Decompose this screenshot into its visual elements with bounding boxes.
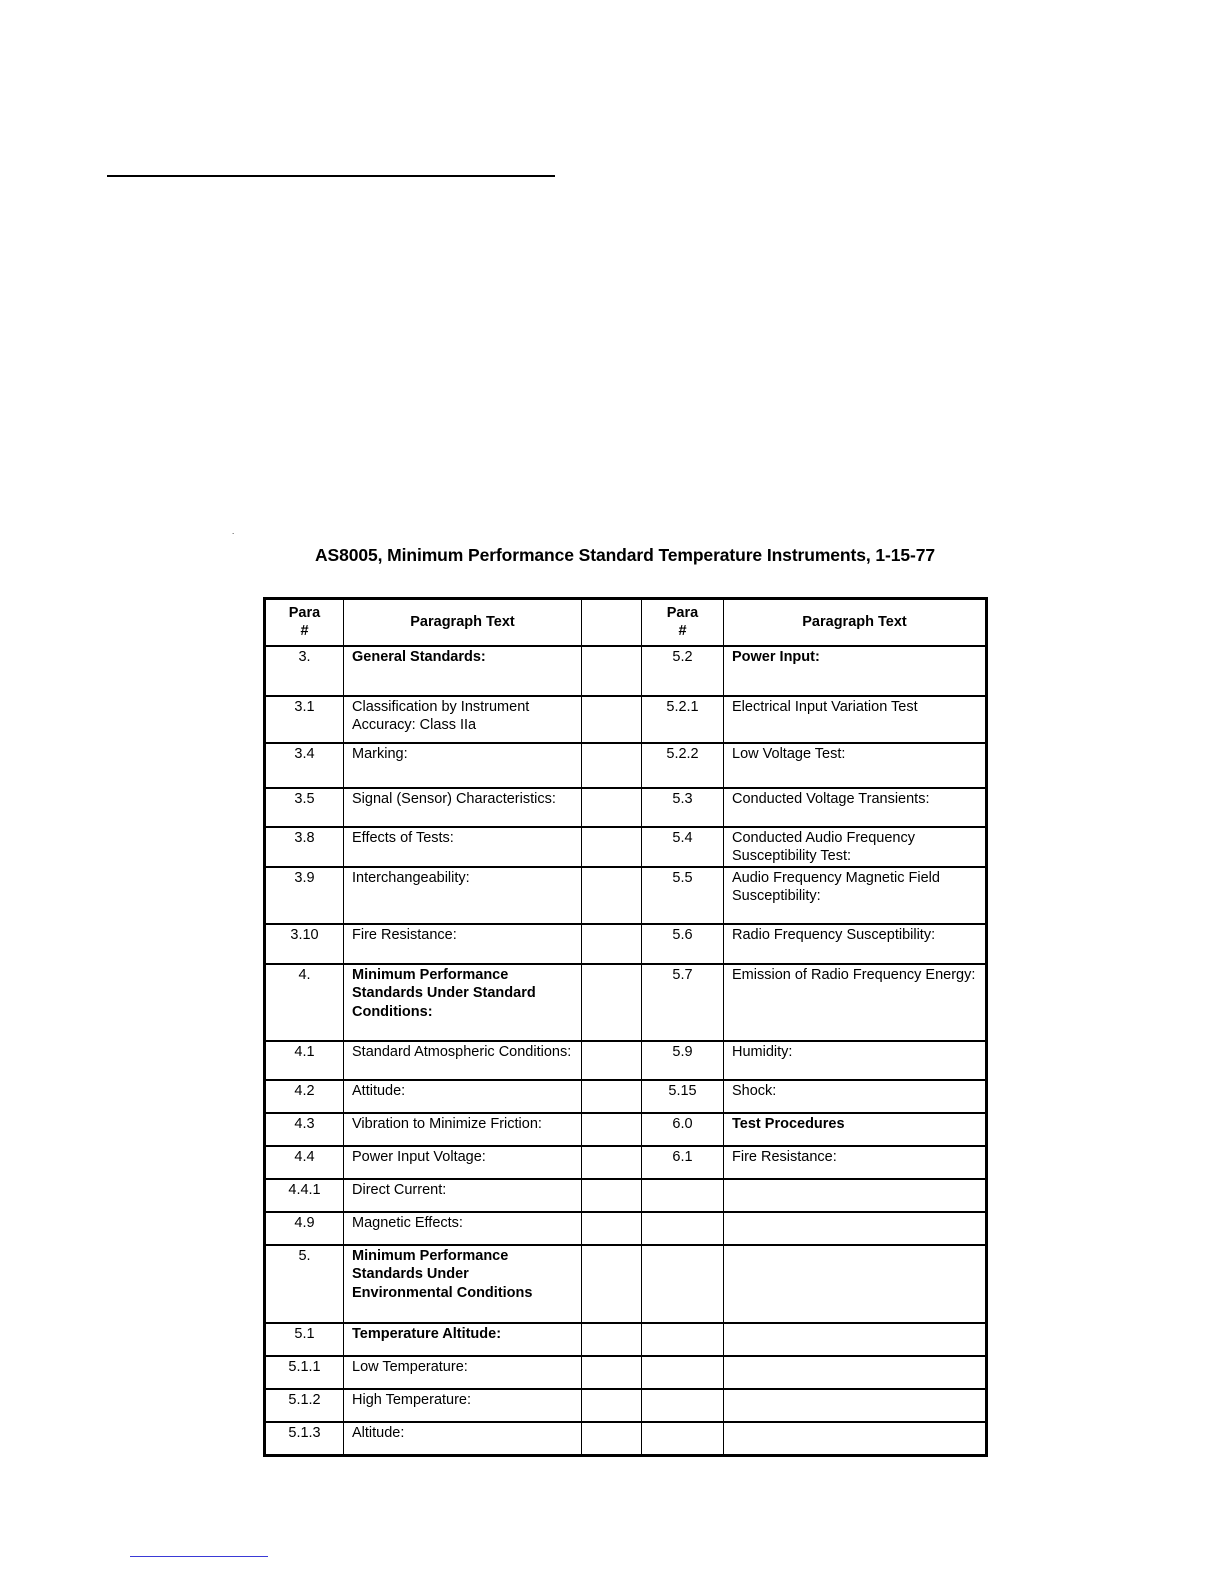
left-para-number: 4.4.1 xyxy=(265,1179,344,1212)
right-paragraph-text: Fire Resistance: xyxy=(724,1146,987,1179)
table-row xyxy=(265,1245,987,1323)
right-paragraph-text: Electrical Input Variation Test xyxy=(724,696,987,743)
right-paragraph-text: Radio Frequency Susceptibility: xyxy=(724,924,987,964)
left-para-number: 3.1 xyxy=(265,696,344,743)
left-paragraph-text: High Temperature: xyxy=(344,1389,582,1422)
spacer-cell xyxy=(582,1323,642,1356)
spacer-cell xyxy=(582,1041,642,1080)
right-paragraph-text xyxy=(724,1356,987,1389)
right-paragraph-text xyxy=(724,1179,987,1212)
left-para-number: 4.3 xyxy=(265,1113,344,1146)
table-row xyxy=(265,827,987,867)
left-paragraph-text: General Standards: xyxy=(344,646,582,696)
left-para-number: 3.9 xyxy=(265,867,344,924)
spacer-cell xyxy=(582,1389,642,1422)
right-para-number: 5.4 xyxy=(642,827,724,867)
table-row xyxy=(265,1389,987,1422)
top-horizontal-rule xyxy=(107,175,555,177)
left-paragraph-text: Direct Current: xyxy=(344,1179,582,1212)
right-paragraph-text xyxy=(724,1245,987,1323)
left-paragraph-text: Classification by Instrument Accuracy: Class IIa xyxy=(344,696,582,743)
left-paragraph-text: Attitude: xyxy=(344,1080,582,1113)
table-row xyxy=(265,696,987,743)
header-para-left-label: Para # xyxy=(288,604,321,640)
right-para-number xyxy=(642,1179,724,1212)
table-row xyxy=(265,788,987,827)
table-body xyxy=(265,646,987,1456)
spacer-cell xyxy=(582,1179,642,1212)
right-paragraph-text: Humidity: xyxy=(724,1041,987,1080)
right-para-number xyxy=(642,1356,724,1389)
right-paragraph-text xyxy=(724,1422,987,1456)
left-paragraph-text: Fire Resistance: xyxy=(344,924,582,964)
right-paragraph-text: Emission of Radio Frequency Energy: xyxy=(724,964,987,1041)
left-para-number: 4.4 xyxy=(265,1146,344,1179)
right-para-number: 5.6 xyxy=(642,924,724,964)
spacer-cell xyxy=(582,827,642,867)
paragraph-table xyxy=(263,597,988,1457)
right-para-number xyxy=(642,1212,724,1245)
right-para-number xyxy=(642,1245,724,1323)
right-para-number: 5.2.1 xyxy=(642,696,724,743)
document-title: AS8005, Minimum Performance Standard Temperature Instruments, 1-15-77 xyxy=(314,545,936,565)
header-para-right-label: Para # xyxy=(666,604,699,640)
left-para-number: 5.1.3 xyxy=(265,1422,344,1456)
right-paragraph-text: Low Voltage Test: xyxy=(724,743,987,788)
right-para-number: 5.2.2 xyxy=(642,743,724,788)
left-paragraph-text: Vibration to Minimize Friction: xyxy=(344,1113,582,1146)
right-para-number: 5.5 xyxy=(642,867,724,924)
spacer-cell xyxy=(582,646,642,696)
left-paragraph-text: Interchangeability: xyxy=(344,867,582,924)
table-row xyxy=(265,1212,987,1245)
table-row xyxy=(265,1179,987,1212)
left-paragraph-text: Marking: xyxy=(344,743,582,788)
table-row xyxy=(265,743,987,788)
right-para-number xyxy=(642,1323,724,1356)
spacer-cell xyxy=(582,696,642,743)
table-row xyxy=(265,964,987,1041)
spacer-cell xyxy=(582,1356,642,1389)
table-row xyxy=(265,1041,987,1080)
right-para-number xyxy=(642,1389,724,1422)
right-para-number: 6.0 xyxy=(642,1113,724,1146)
left-para-number: 3.4 xyxy=(265,743,344,788)
spacer-cell xyxy=(582,1146,642,1179)
left-para-number: 5.1 xyxy=(265,1323,344,1356)
right-paragraph-text: Test Procedures xyxy=(724,1113,987,1146)
spacer-cell xyxy=(582,788,642,827)
right-paragraph-text xyxy=(724,1389,987,1422)
left-para-number: 4. xyxy=(265,964,344,1041)
left-paragraph-text: Low Temperature: xyxy=(344,1356,582,1389)
header-text-left: Paragraph Text xyxy=(344,599,582,646)
spacer-cell xyxy=(582,964,642,1041)
right-para-number: 5.15 xyxy=(642,1080,724,1113)
left-paragraph-text: Altitude: xyxy=(344,1422,582,1456)
right-para-number xyxy=(642,1422,724,1456)
table-row xyxy=(265,867,987,924)
right-paragraph-text xyxy=(724,1212,987,1245)
left-paragraph-text: Minimum Performance Standards Under Environmental Conditions xyxy=(344,1245,582,1323)
left-para-number: 5.1.1 xyxy=(265,1356,344,1389)
left-para-number: 5.1.2 xyxy=(265,1389,344,1422)
left-para-number: 4.9 xyxy=(265,1212,344,1245)
spacer-cell xyxy=(582,743,642,788)
right-paragraph-text: Audio Frequency Magnetic Field Susceptibility: xyxy=(724,867,987,924)
left-para-number: 3.10 xyxy=(265,924,344,964)
table-row xyxy=(265,1146,987,1179)
spacer-cell xyxy=(582,1080,642,1113)
right-para-number: 5.2 xyxy=(642,646,724,696)
right-para-number: 6.1 xyxy=(642,1146,724,1179)
right-para-number: 5.7 xyxy=(642,964,724,1041)
spacer-cell xyxy=(582,924,642,964)
left-paragraph-text: Temperature Altitude: xyxy=(344,1323,582,1356)
right-paragraph-text xyxy=(724,1323,987,1356)
header-text-right: Paragraph Text xyxy=(724,599,987,646)
spacer-cell xyxy=(582,1113,642,1146)
left-paragraph-text: Minimum Performance Standards Under Standard Conditions: xyxy=(344,964,582,1041)
header-para-right xyxy=(642,599,724,646)
spacer-cell xyxy=(582,1245,642,1323)
right-paragraph-text: Conducted Audio Frequency Susceptibility Test: xyxy=(724,827,987,867)
left-para-number: 5. xyxy=(265,1245,344,1323)
table-row xyxy=(265,1422,987,1456)
left-paragraph-text: Signal (Sensor) Characteristics: xyxy=(344,788,582,827)
table-row xyxy=(265,924,987,964)
left-paragraph-text: Magnetic Effects: xyxy=(344,1212,582,1245)
left-paragraph-text: Effects of Tests: xyxy=(344,827,582,867)
left-para-number: 4.1 xyxy=(265,1041,344,1080)
left-para-number: 3.8 xyxy=(265,827,344,867)
header-spacer xyxy=(582,599,642,646)
table-row xyxy=(265,1080,987,1113)
left-paragraph-text: Standard Atmospheric Conditions: xyxy=(344,1041,582,1080)
left-para-number: 3. xyxy=(265,646,344,696)
table-row xyxy=(265,1113,987,1146)
right-para-number: 5.9 xyxy=(642,1041,724,1080)
table-row xyxy=(265,1356,987,1389)
right-paragraph-text: Power Input: xyxy=(724,646,987,696)
left-para-number: 4.2 xyxy=(265,1080,344,1113)
right-paragraph-text: Conducted Voltage Transients: xyxy=(724,788,987,827)
stray-mark: . xyxy=(232,527,235,536)
spacer-cell xyxy=(582,1212,642,1245)
table-row xyxy=(265,646,987,696)
right-para-number: 5.3 xyxy=(642,788,724,827)
left-paragraph-text: Power Input Voltage: xyxy=(344,1146,582,1179)
spacer-cell xyxy=(582,867,642,924)
table-row xyxy=(265,1323,987,1356)
footnote-rule xyxy=(130,1556,268,1557)
right-paragraph-text: Shock: xyxy=(724,1080,987,1113)
table-header-row xyxy=(265,599,987,646)
left-para-number: 3.5 xyxy=(265,788,344,827)
spacer-cell xyxy=(582,1422,642,1456)
header-para-left xyxy=(265,599,344,646)
